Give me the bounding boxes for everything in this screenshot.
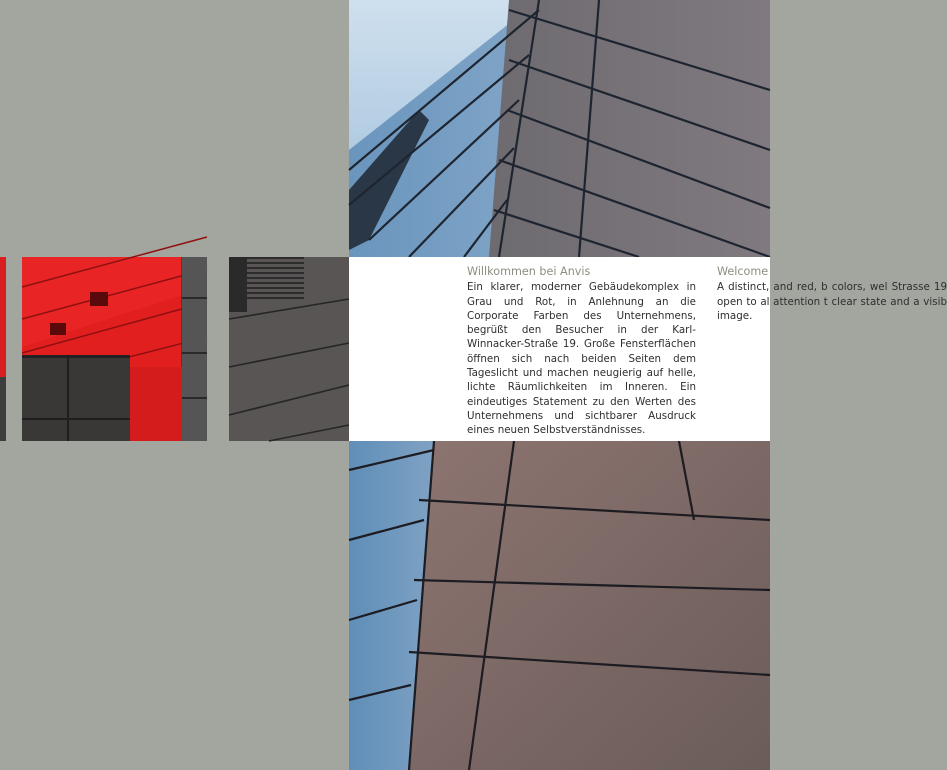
gray-facade-photo [229, 257, 349, 441]
welcome-text-band [349, 257, 947, 441]
english-body-text: A distinct, and red, b colors, wel Strasse 19 open to al attention t clear state and a visib image. [717, 281, 947, 322]
german-body-text: Ein klarer, moderner Gebäudekomplex in Grau und Rot, in Anlehnung an die Corporate Farben des Unternehmens, begrüßt den Besucher in der Karl-Winnacker-Straße 19. Große Fensterflächen öffnen sich nach beiden Seiten dem Tageslicht und machen neugierig auf helle, lichte Räumlichkeiten im Inneren. Ein eindeutiges Statement zu den Werten des Unternehmens und sichtbarer Ausdruck eines neuen Selbstverständnisses. [467, 281, 696, 437]
facade-thumbnail-sliver [0, 257, 6, 441]
german-text-column [467, 265, 696, 438]
red-facade-photo [22, 257, 207, 441]
english-heading: Welcome [717, 265, 769, 278]
german-heading: Willkommen bei Anvis [467, 265, 591, 278]
english-text-column [717, 265, 947, 323]
